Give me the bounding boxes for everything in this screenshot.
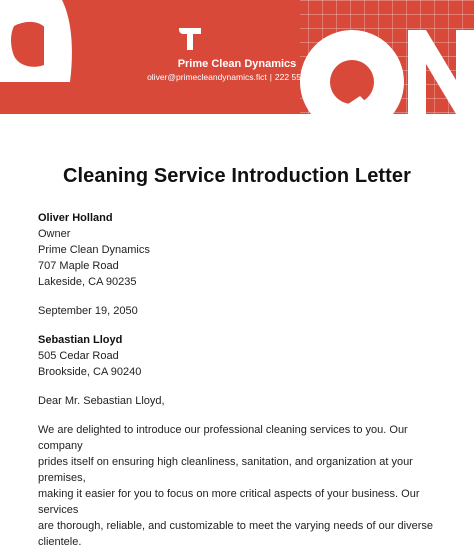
body-line: prides itself on ensuring high cleanliness, sanitation, and organization at your premises, (38, 456, 413, 484)
contact-separator: | (269, 72, 272, 82)
contact-email: oliver@primecleandynamics.fict (147, 72, 267, 82)
decorative-letters-graphic (0, 0, 474, 114)
body-line: making it easier for you to focus on more critical aspects of your business. Our services (38, 488, 420, 516)
t-logo-icon (177, 26, 203, 52)
body-paragraph (38, 422, 438, 550)
sender-name: Oliver Holland (38, 212, 113, 224)
body-line: clientele. (38, 536, 82, 548)
contact-line (0, 72, 474, 82)
sender-city: Lakeside, CA 90235 (38, 276, 137, 288)
sender-company: Prime Clean Dynamics (38, 244, 150, 256)
contact-phone: 222 555 7777 (274, 72, 327, 82)
salutation: Dear Mr. Sebastian Lloyd, (38, 395, 165, 407)
body-line: We are delighted to introduce our professional cleaning services to you. Our company (38, 424, 408, 452)
company-name: Prime Clean Dynamics (177, 58, 297, 70)
recipient-name: Sebastian Lloyd (38, 334, 123, 346)
letter-body (38, 210, 438, 550)
document-title: Cleaning Service Introduction Letter (62, 165, 412, 187)
sender-street: 707 Maple Road (38, 260, 119, 272)
letter-date: September 19, 2050 (38, 305, 138, 317)
body-line: are thorough, reliable, and customizable to meet the varying needs of our diverse (38, 520, 434, 532)
recipient-street: 505 Cedar Road (38, 350, 119, 362)
sender-role: Owner (38, 228, 71, 240)
header-banner (0, 0, 474, 114)
recipient-city: Brookside, CA 90240 (38, 366, 142, 378)
